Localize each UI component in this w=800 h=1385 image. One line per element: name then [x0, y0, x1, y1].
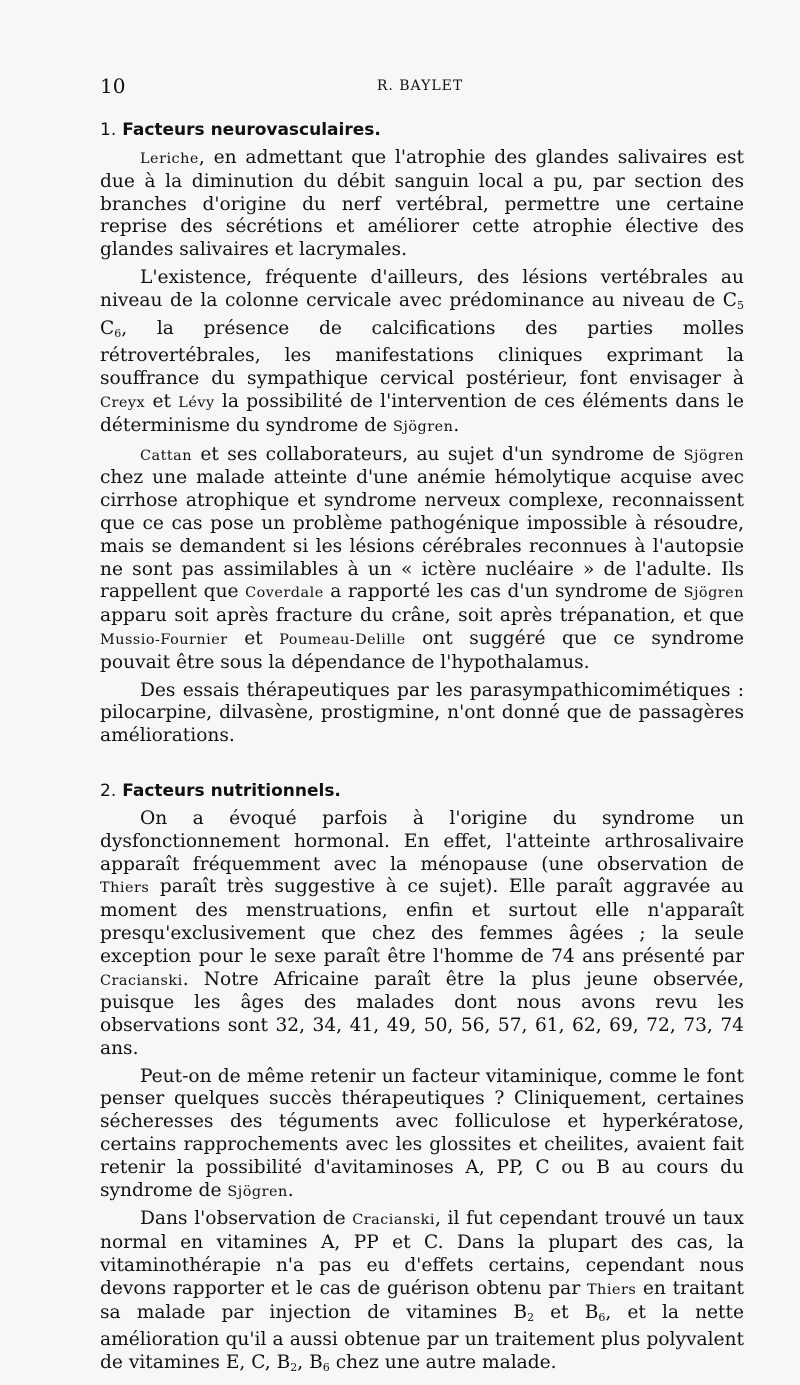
paragraph-therapeutic-trials: Des essais thérapeutiques par les parasympathicomimétiques : pilocarpine, dilvasène, prostigmine, n'ont donné que de passagères améliorations. — [100, 679, 744, 747]
page-header — [100, 74, 740, 100]
body-text — [100, 117, 744, 1385]
paragraph-hormonal: On a évoqué parfois à l'origine du syndrome un dysfonctionnement hormonal. En effet, l'atteinte arthrosalivaire apparaît fréquemment avec la ménopause (une observation de Thiers paraît très suggestive à ce sujet). Elle paraît aggravée au moment des menstruations, enfin et surtout elle n'apparaît presqu'exclusivement que chez des femmes âgées ; la seule exception pour le sexe paraît être l'homme de 74 ans présenté par Cracianski. Notre Africaine paraît être la plus jeune observée, puisque les âges des malades dont nous avons revu les observations sont 32, 34, 41, 49, 50, 56, 57, 61, 62, 69, 72, 73, 74 ans. — [100, 807, 744, 1059]
paragraph-cattan: Cattan et ses collaborateurs, au sujet d'un syndrome de Sjögren chez une malade atteinte d'une anémie hémolytique acquise avec cirrhose atrophique et syndrome nerveux complexe, reconnaissent que ce cas pose un problème pathogénique impossible à résoudre, mais se demandent si les lésions cérébrales reconnues à l'autopsie ne sont pas assimilables à un « ictère nucléaire » de l'adulte. Ils rappellent que Coverdale a rapporté les cas d'un syndrome de Sjögren apparu soit après fracture du crâne, soit après trépanation, et que Mussio-Fournier et Poumeau-Delille ont suggéré que ce syndrome pouvait être sous la dépendance de l'hypothalamus. — [100, 443, 744, 673]
section-heading-2: 2. Facteurs nutritionnels. — [100, 780, 341, 801]
paragraph-vertebral-lesions: L'existence, fréquente d'ailleurs, des lésions vertébrales au niveau de la colonne cervicale avec prédominance au niveau de $C_5$ $C_6$, la présence de calcifications des parties molles rétrovertébrales, les manifestations cliniques exprimant la souffrance du sympathique cervical postérieur, font envisager à Creyx et Lévy la possibilité de l'intervention de ces éléments dans le déterminisme du syndrome de Sjögren. — [100, 266, 745, 436]
paragraph-leriche: Leriche, en admettant que l'atrophie des glandes salivaires est due à la diminution du débit sanguin local a pu, par section des branches d'origine du nerf vertébral, permettre une certaine reprise des sécrétions et améliorer cette atrophie élective des glandes salivaires et lacrymales. — [100, 147, 744, 261]
page-number: 10 — [100, 74, 126, 98]
paragraph-cracianski-observation: Dans l'observation de Cracianski, il fut cependant trouvé un taux normal en vitamines A, PP et C. Dans la plupart des cas, la vitaminothérapie n'a pas eu d'effets certains, cependant nous devons rapporter et le cas de guérison obtenu par Thiers en traitant sa malade par injection de vitamines $B_2$ et $B_6$, et la nette amélioration qu'il a aussi obtenue par un traitement plus polyvalent de vitamines E, C, $B_2$, $B_6$ chez une autre malade. — [100, 1208, 744, 1375]
running-title: R. BAYLET — [376, 78, 464, 94]
section-heading-1: 1. Facteurs neurovasculaires. — [100, 120, 381, 140]
paragraph-vitamin-factor: Peut-on de même retenir un facteur vitaminique, comme le font penser quelques succès thérapeutiques ? Cliniquement, certaines sécheresses des téguments avec folliculose et hyperkératose, certains rapprochements avec les glossites et cheilites, avaient fait retenir la possibilité d'avitaminoses A, PP, C ou B au cours du syndrome de Sjögren. — [100, 1065, 744, 1201]
